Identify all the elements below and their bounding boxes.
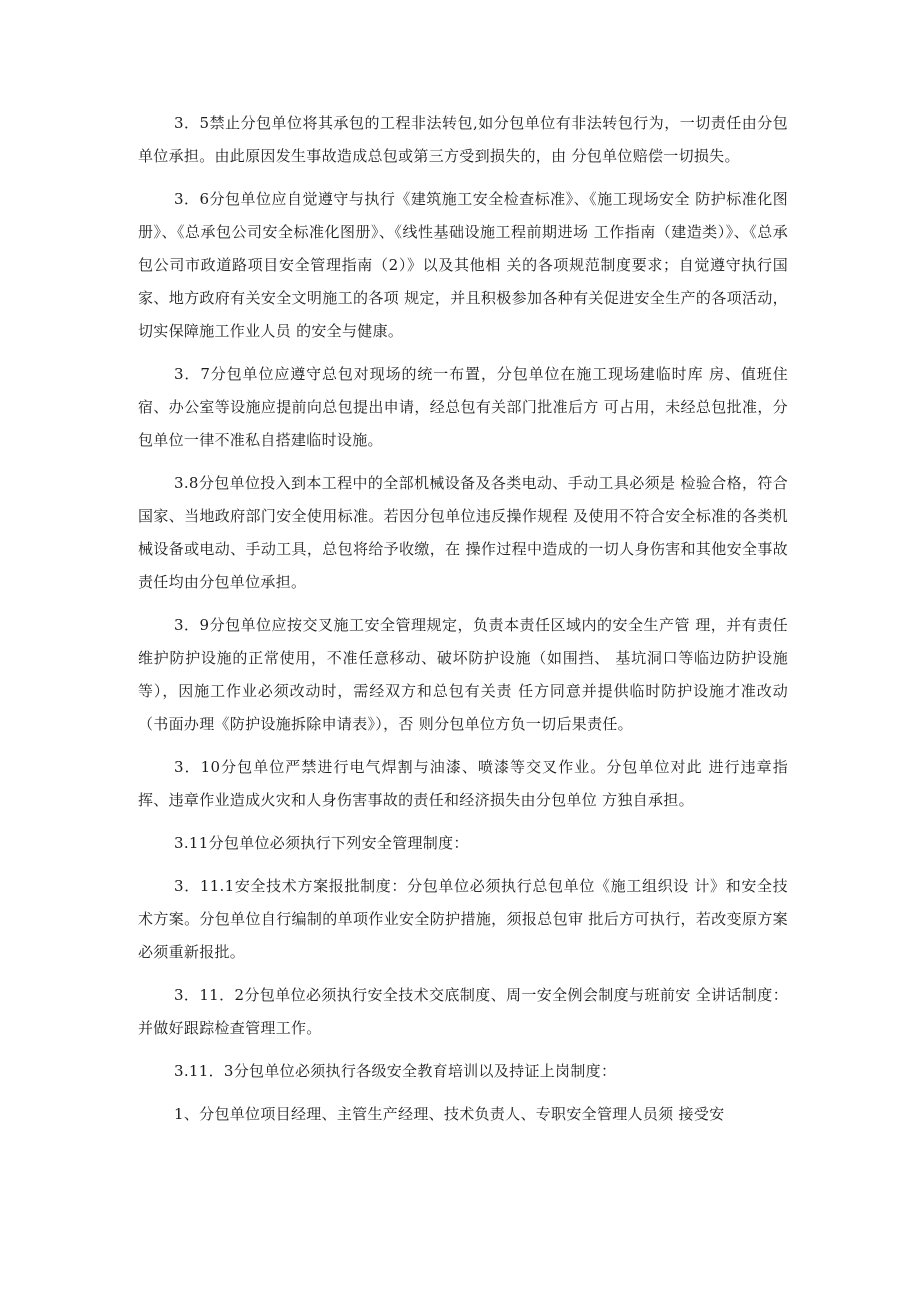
clause-3-11-1: 3．11.1安全技术方案报批制度：分包单位必须执行总包单位《施工组织设 计》和安全技术方案。分包单位自行编制的单项作业安全防护措施，须报总包审 批后方可执行，若改变原方案必须重新报批。 <box>138 877 788 961</box>
clause-3-11-2: 3．11．2分包单位必须执行安全技术交底制度、周一安全例会制度与班前安 全讲话制度：并做好跟踪检查管理工作。 <box>138 986 788 1037</box>
clause-3-9: 3．9分包单位应按交叉施工安全管理规定，负责本责任区域内的安全生产管 理，并有责任维护防护设施的正常使用，不准任意移动、破坏防护设施（如围挡、 基坑洞口等临边防护设施等），因施工作业必须改动时，需经双方和总包有关责 任方同意并提供临时防护设施才准改动（书面办理《防护设施拆除申请表》），否 则分包单位方负一切后果责任。 <box>138 616 788 733</box>
clause-3-11-3: 3.11．3分包单位必须执行各级安全教育培训以及持证上岗制度： <box>174 1062 617 1080</box>
clause-3-11: 3.11分包单位必须执行下列安全管理制度： <box>174 834 469 852</box>
clause-3-6: 3．6分包单位应自觉遵守与执行《建筑施工安全检查标准》、《施工现场安全 防护标准化图册》、《总承包公司安全标准化图册》、《线性基础设施工程前期进场 工作指南（建造类）》、《总承包公司市政道路项目安全管理指南（2）》以及其他相 关的各项规范制度要求；自觉遵守执行国家、地方政府有关安全文明施工的各项 规定，并且积极参加各种有关促进安全生产的各项活动，切实保障施工作业人员 的安全与健康。 <box>138 190 788 340</box>
clause-3-7: 3．7分包单位应遵守总包对现场的统一布置，分包单位在施工现场建临时库 房、值班住宿、办公室等设施应提前向总包提出申请，经总包有关部门批准后方 可占用，未经总包批准，分包单位一律不准私自搭建临时设施。 <box>138 365 788 449</box>
clause-3-10: 3．10分包单位严禁进行电气焊割与油漆、喷漆等交叉作业。分包单位对此 进行违章指挥、违章作业造成火灾和人身伤害事故的责任和经济损失由分包单位 方独自承担。 <box>138 758 788 809</box>
document-body <box>138 107 788 1141</box>
clause-3-5: 3．5禁止分包单位将其承包的工程非法转包,如分包单位有非法转包行为，一切责任由分包单位承担。由此原因发生事故造成总包或第三方受到损失的，由 分包单位赔偿一切损失。 <box>138 114 788 165</box>
list-item-1: 1、分包单位项目经理、主管生产经理、技术负责人、专职安全管理人员须 接受安 <box>174 1105 725 1123</box>
clause-3-8: 3.8分包单位投入到本工程中的全部机械设备及各类电动、手动工具必须是 检验合格，符合国家、当地政府部门安全使用标准。若因分包单位违反操作规程 及使用不符合安全标准的各类机械设备或电动、手动工具，总包将给予收缴，在 操作过程中造成的一切人身伤害和其他安全事故责任均由分包单位承担。 <box>138 474 788 591</box>
